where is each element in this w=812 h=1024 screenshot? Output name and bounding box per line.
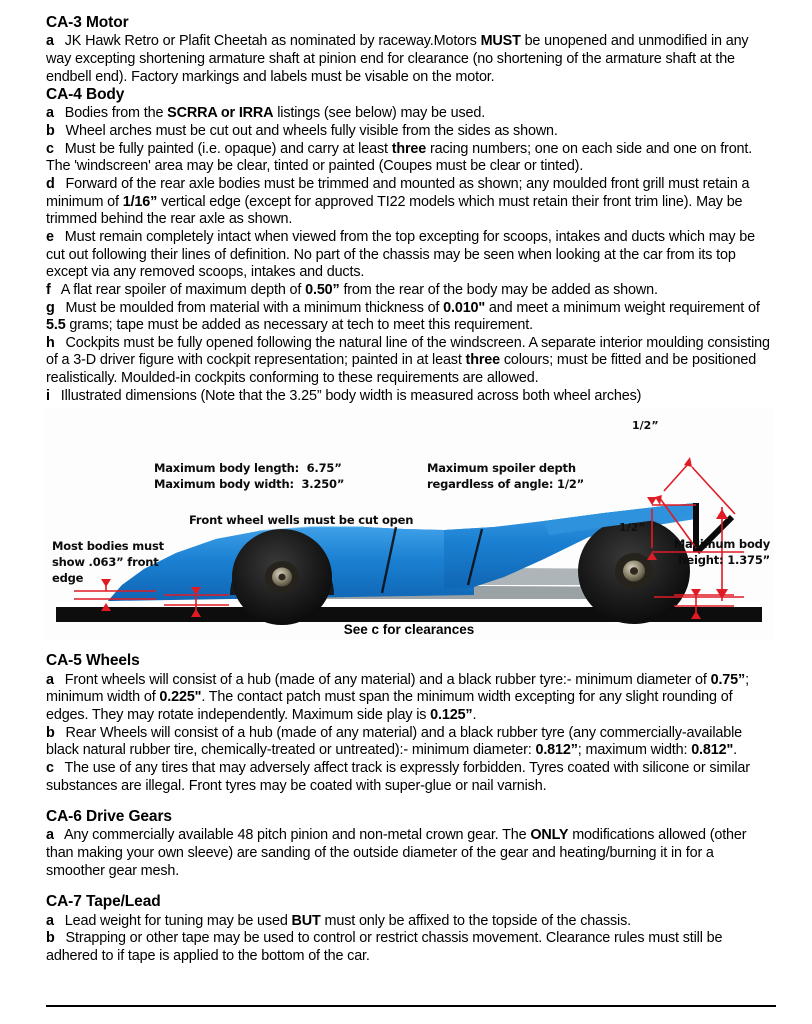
clause-letter: b <box>46 123 55 140</box>
clause <box>46 388 776 406</box>
section-heading-ca-5: CA-5 Wheels <box>46 652 140 670</box>
clause-text: Cockpits must be fully opened following the natural line of the windscreen. A separate interior moulding consisting of a 3-D driver figure with cockpit representation; painted in at least <box>46 334 770 369</box>
clause-letter: i <box>46 387 50 404</box>
section-heading-ca-7: CA-7 Tape/Lead <box>46 893 161 911</box>
clause-text: Any commercially available 48 pitch pinion and non-metal crown gear. The <box>63 827 531 844</box>
label-front-edge-line3: edge <box>52 571 84 586</box>
clause <box>46 105 776 123</box>
clause-text: must only be affixed to the topside of the chassis. <box>320 912 631 929</box>
clause <box>46 913 776 931</box>
clause-text: Rear Wheels will consist of a hub (made of any material) and a black rubber tyre (any commercially-available black natural rubber tire, chemically-treated or untreated):- minimum diameter: <box>46 724 742 759</box>
clause-text: ; maximum width: <box>577 742 692 759</box>
clause-emphasis: 0.125” <box>430 706 473 723</box>
clause-text: Must remain completely intact when viewed from the top excepting for scoops, intakes and ducts which may be cut out following their lines of definition. No part of the chassis may be seen when looking at the car from its top except via any removed scoops, intakes and ducts. <box>46 228 756 281</box>
clause-emphasis: 1/16” <box>122 193 158 210</box>
label-front-wheel-wells: Front wheel wells must be cut open <box>189 513 414 528</box>
label-front-edge-line1: Most bodies must <box>52 539 164 554</box>
clause-list-ca-6 <box>46 827 776 880</box>
clause-text: Lead weight for tuning may be used <box>64 912 292 929</box>
clause-text: . The contact patch must span the minimum width excepting for any slight rounding of edges. They may rotate independently. Maximum side play is <box>46 689 733 723</box>
clause-letter: b <box>46 930 55 947</box>
clause <box>46 930 776 965</box>
clause-text: racing numbers; one on each side and one on front. The 'windscreen' area may be clear, tinted or painted (Coupes must be clear or tinted). <box>46 140 753 175</box>
clause-emphasis: three <box>391 140 427 157</box>
clause-list-ca-5 <box>46 672 776 795</box>
clause-text: Illustrated dimensions (Note that the 3.25” body width is measured across both wheel arches) <box>60 387 642 404</box>
clause <box>46 300 776 335</box>
clause-text: JK Hawk Retro or Plafit Cheetah as nominated by raceway.Motors <box>64 33 481 50</box>
label-max-body-height-line2: height: 1.375” <box>678 553 770 568</box>
clause-text: Strapping or other tape may be used to control or restrict chassis movement. Clearance rules must still be adhered to if tape is applied to the bottom of the car. <box>46 930 723 964</box>
clause-emphasis: BUT <box>291 912 321 929</box>
label-max-body-length: Maximum body length: 6.75” <box>154 461 342 476</box>
clause-letter: g <box>46 299 55 316</box>
clause-text: Bodies from the <box>64 105 168 122</box>
clause-list-ca-4 <box>46 105 776 405</box>
clause-emphasis: 0.812" <box>691 742 734 759</box>
clause-text: be unopened and unmodified in any way excepting shortening armature shaft at pinion end for clearance (no shortening of the armature shaft at the endbell end). Factory markings and labels must be visable on the motor. <box>46 33 749 85</box>
clause <box>46 827 776 880</box>
clause-text: and meet a minimum weight requirement of <box>485 299 760 316</box>
clause <box>46 141 776 176</box>
clause-letter: h <box>46 334 55 351</box>
clause-letter: a <box>46 912 54 929</box>
clause-text: The use of any tires that may adversely affect track is expressly forbidden. Tyres coated with silicone or similar substances are illegal. Front tyres may be coated with super-glue or nail varnish. <box>46 759 750 794</box>
clause-text: . <box>472 706 477 723</box>
clause-letter: a <box>46 671 54 688</box>
clause <box>46 725 776 760</box>
clause-letter: c <box>46 140 54 157</box>
clause-emphasis: ONLY <box>530 827 569 844</box>
label-front-edge-line2: show .063” front <box>52 555 159 570</box>
clause-emphasis: MUST <box>480 33 521 50</box>
clause-letter: a <box>46 827 54 844</box>
clause-list-ca-7 <box>46 913 776 966</box>
clause-text: from the rear of the body may be added as shown. <box>339 281 658 298</box>
clause-text: modifications allowed (other than making your own sleeve) are sanding of the outside diameter of the gear and heating/burning it in for a smoother gear mesh. <box>46 827 747 879</box>
clause <box>46 282 776 300</box>
clause <box>46 33 776 86</box>
clause-emphasis: 0.50” <box>305 281 340 298</box>
clause-text: Must be fully painted (i.e. opaque) and carry at least <box>64 140 392 157</box>
dimension-label-half-inch-vertical: 1/2” <box>619 521 646 535</box>
label-max-body-width: Maximum body width: 3.250” <box>154 477 345 492</box>
clause-text: vertical edge (except for approved TI22 models which must retain their front trim line). May be trimmed behind the rear axle as shown. <box>46 193 743 228</box>
clause-letter: c <box>46 759 54 776</box>
clause <box>46 672 776 725</box>
clause <box>46 229 776 282</box>
figure-caption: See c for clearances <box>343 622 475 638</box>
clause-emphasis: 0.75” <box>710 671 746 688</box>
clause-text: ; minimum width of <box>46 671 749 706</box>
clause <box>46 176 776 229</box>
label-spoiler-depth-line1: Maximum spoiler depth <box>427 461 576 476</box>
clause-text: colours; must be fitted and be positioned realistically. Moulded-in cockpits conforming to these requirements are allowed. <box>46 352 757 387</box>
clause-emphasis: 5.5 <box>46 317 66 334</box>
clause <box>46 335 776 388</box>
clause-text: Front wheels will consist of a hub (made of any material) and a black rubber tyre:- minimum diameter of <box>64 671 711 688</box>
clause <box>46 123 776 141</box>
clause-emphasis: 0.812” <box>535 742 578 759</box>
section-heading-ca-4: CA-4 Body <box>46 86 125 104</box>
label-max-body-height-line1: Maximum body <box>673 537 770 552</box>
clause-emphasis: SCRRA or IRRA <box>167 105 274 122</box>
clause-letter: f <box>46 281 51 298</box>
clause-text: grams; tape must be added as necessary at tech to meet this requirement. <box>65 317 533 334</box>
clause-emphasis: 0.225" <box>159 689 202 706</box>
clause-text: A flat rear spoiler of maximum depth of <box>60 281 306 298</box>
clause-emphasis: three <box>465 352 500 369</box>
clause-text: listings (see below) may be used. <box>273 105 486 122</box>
clause-emphasis: 0.010" <box>443 299 486 316</box>
clause-text: Wheel arches must be cut out and wheels fully visible from the sides as shown. <box>65 123 558 140</box>
clause-text: Forward of the rear axle bodies must be trimmed and mounted as shown; any moulded front grill must retain a minimum of <box>46 176 750 210</box>
clause-list-ca-3 <box>46 33 776 86</box>
clause-letter: a <box>46 33 54 50</box>
clause-letter: d <box>46 176 55 193</box>
horizontal-divider <box>46 1005 776 1007</box>
section-heading-ca-6: CA-6 Drive Gears <box>46 808 172 826</box>
label-spoiler-depth-line2: regardless of angle: 1/2” <box>427 477 584 492</box>
section-heading-ca-3: CA-3 Motor <box>46 14 129 31</box>
dimension-label-half-inch-upper: 1/2” <box>632 419 659 433</box>
clause-letter: e <box>46 228 54 245</box>
clause-letter: a <box>46 105 54 122</box>
clause-letter: b <box>46 724 55 741</box>
clause <box>46 760 776 795</box>
body-dimensions-diagram <box>44 409 774 639</box>
clause-text: Must be moulded from material with a minimum thickness of <box>65 299 444 316</box>
clause-text: . <box>733 742 737 759</box>
